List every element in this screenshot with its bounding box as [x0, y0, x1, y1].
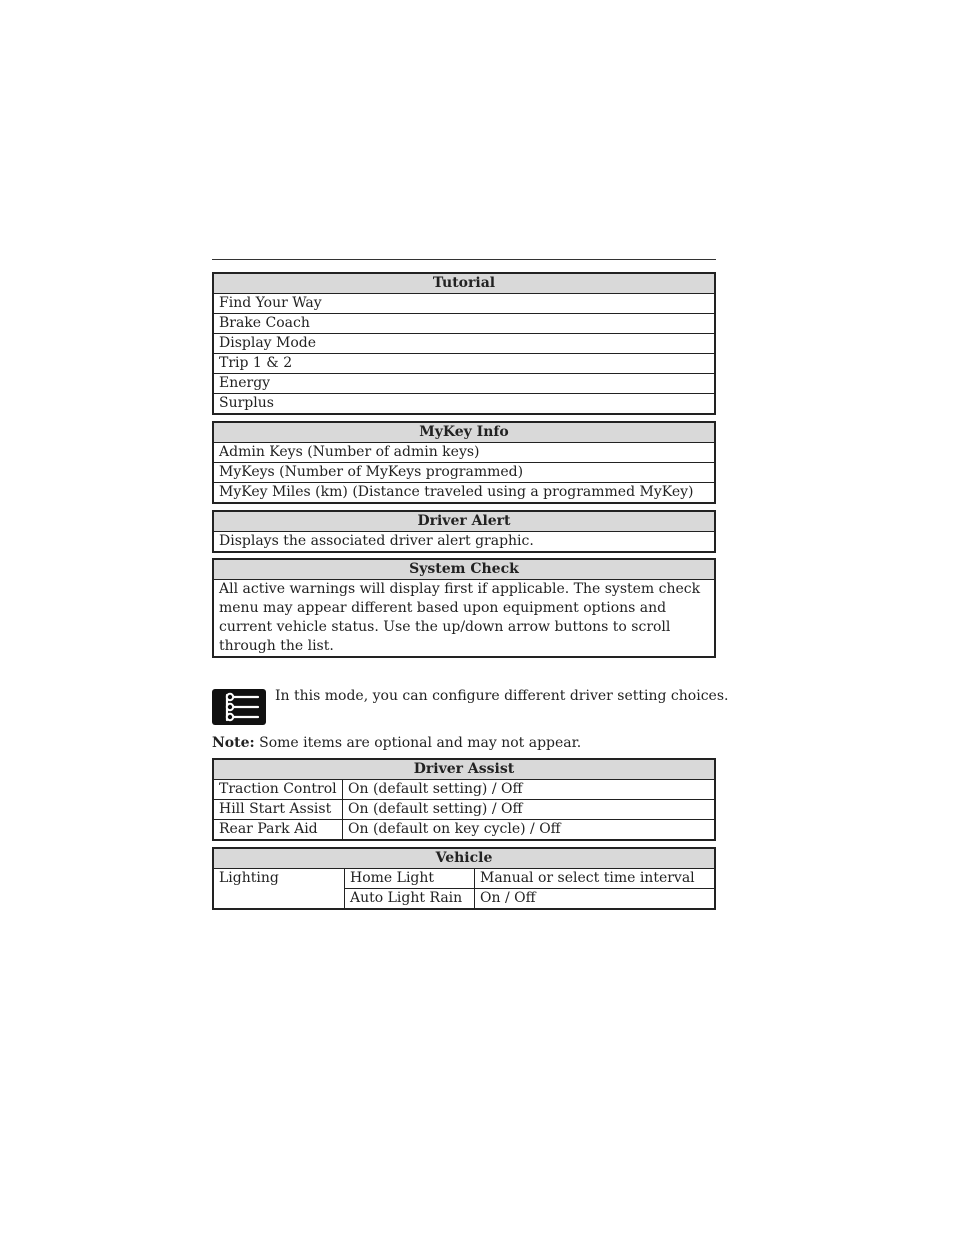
- driver-alert-text: Displays the associated driver alert graphic.: [213, 532, 715, 553]
- table-row: [213, 820, 715, 841]
- tutorial-item: Surplus: [213, 394, 715, 415]
- system-check-header: System Check: [213, 559, 715, 580]
- table-row: [213, 780, 715, 800]
- driver-assist-name: Hill Start Assist: [213, 800, 343, 820]
- note-text: Some items are optional and may not appear.: [254, 735, 582, 751]
- tutorial-header: Tutorial: [213, 273, 715, 294]
- driver-assist-value: On (default on key cycle) / Off: [343, 820, 716, 841]
- mykey-item: MyKeys (Number of MyKeys programmed): [213, 463, 715, 483]
- tutorial-item: Brake Coach: [213, 314, 715, 334]
- tutorial-table: [212, 272, 716, 415]
- settings-intro-text: In this mode, you can configure different driver setting choices.: [275, 688, 729, 704]
- mykey-item: MyKey Miles (km) (Distance traveled using a programmed MyKey): [213, 483, 715, 504]
- driver-alert-table: [212, 510, 716, 553]
- vehicle-value: On / Off: [475, 889, 716, 910]
- driver-assist-table: [212, 758, 716, 841]
- mykey-header: MyKey Info: [213, 422, 715, 443]
- driver-assist-value: On (default setting) / Off: [343, 780, 716, 800]
- settings-list-icon: [212, 689, 266, 725]
- table-row: [213, 800, 715, 820]
- note-label: Note:: [212, 735, 255, 751]
- mykey-item: Admin Keys (Number of admin keys): [213, 443, 715, 463]
- top-rule: [212, 259, 716, 260]
- vehicle-header: Vehicle: [213, 848, 715, 869]
- tutorial-item: Trip 1 & 2: [213, 354, 715, 374]
- driver-assist-header: Driver Assist: [213, 759, 715, 780]
- vehicle-table: [212, 847, 716, 910]
- vehicle-name: Home Light: [345, 869, 475, 889]
- system-check-table: [212, 558, 716, 658]
- vehicle-name: Auto Light Rain: [345, 889, 475, 910]
- vehicle-group: Lighting: [213, 869, 345, 910]
- driver-assist-name: Rear Park Aid: [213, 820, 343, 841]
- note: [212, 733, 581, 753]
- tutorial-item: Display Mode: [213, 334, 715, 354]
- driver-assist-value: On (default setting) / Off: [343, 800, 716, 820]
- driver-alert-header: Driver Alert: [213, 511, 715, 532]
- vehicle-value: Manual or select time interval: [475, 869, 716, 889]
- mykey-table: [212, 421, 716, 504]
- system-check-text: All active warnings will display first if applicable. The system check menu may appear different based upon equipment options and current vehicle status. Use the up/down arrow buttons to scroll through the list.: [213, 580, 715, 658]
- driver-assist-name: Traction Control: [213, 780, 343, 800]
- tutorial-item: Energy: [213, 374, 715, 394]
- table-row: [213, 869, 715, 889]
- tutorial-item: Find Your Way: [213, 294, 715, 314]
